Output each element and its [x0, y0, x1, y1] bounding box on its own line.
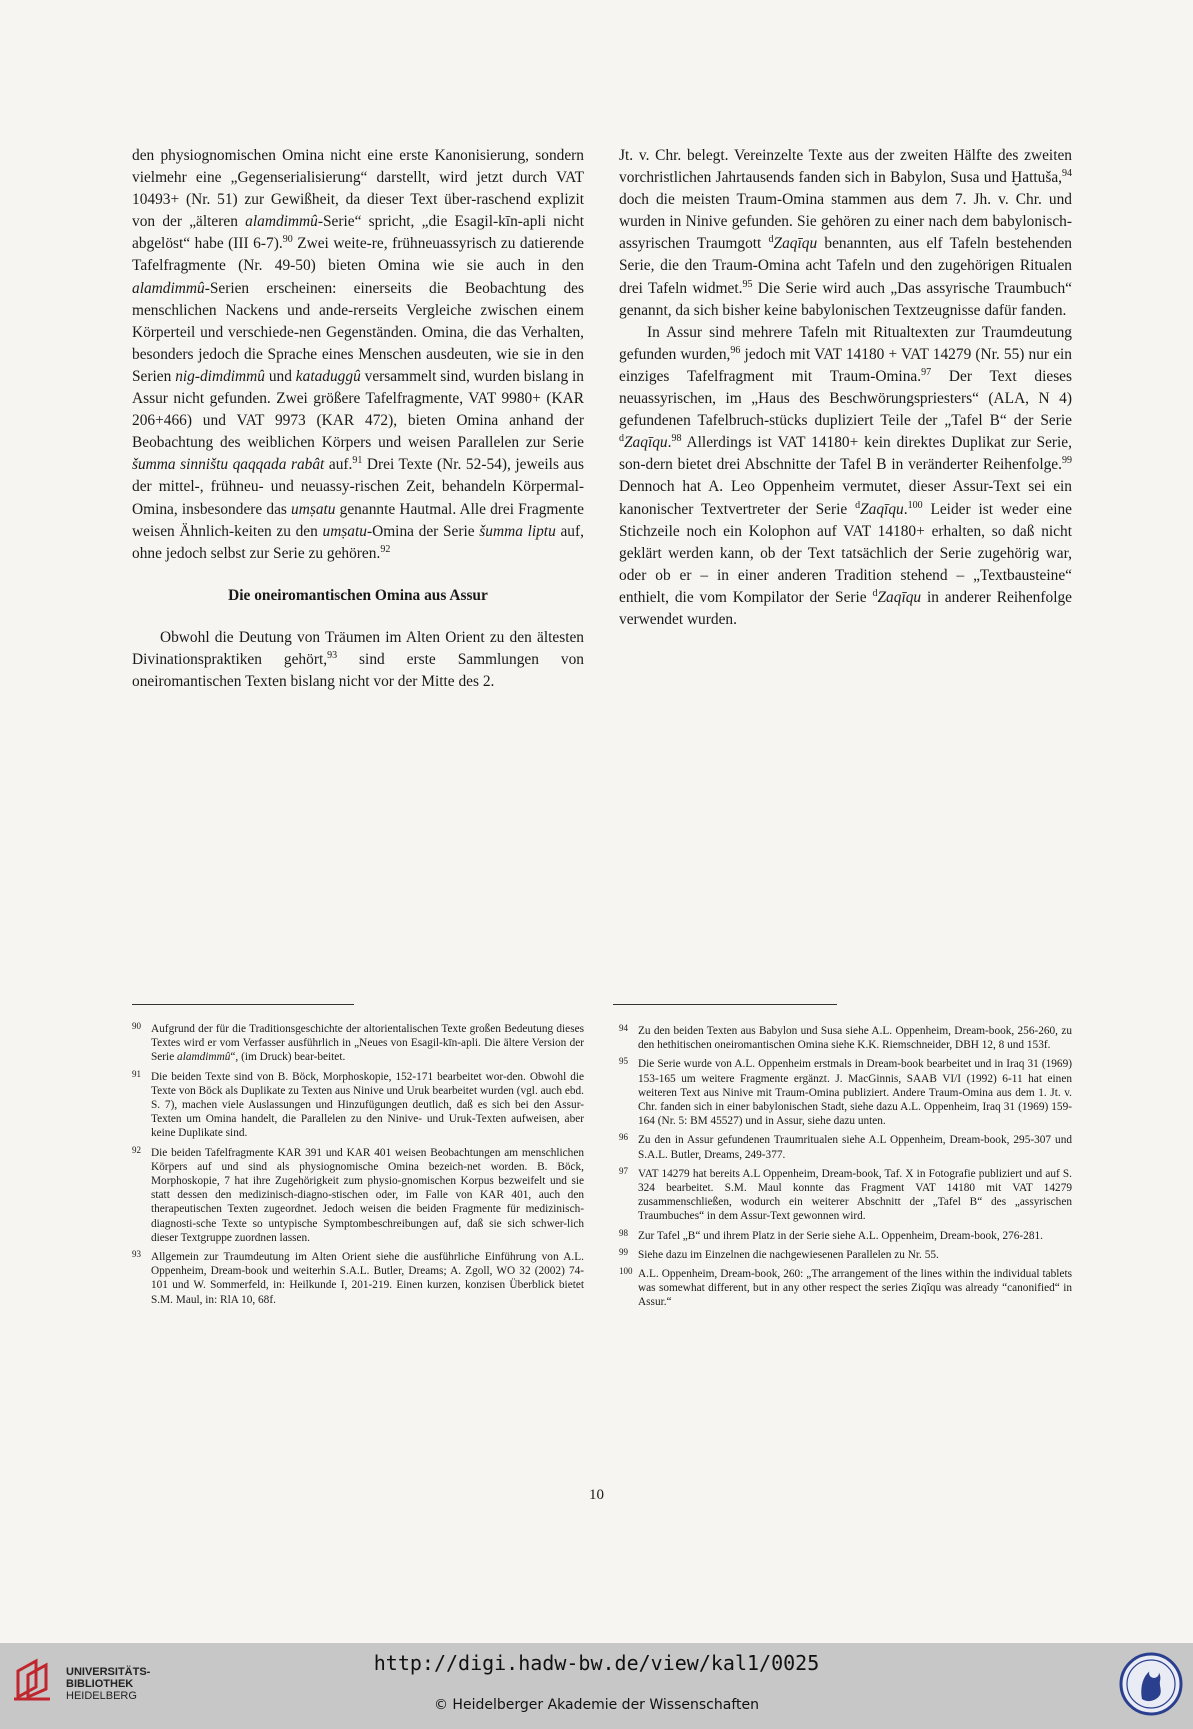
footnote-ref[interactable]: 97	[921, 366, 932, 378]
footnote-ref[interactable]: 98	[671, 433, 682, 445]
footer-bar	[0, 1643, 1193, 1729]
footnotes-left	[132, 1022, 584, 1312]
footnote-90: 90 Aufgrund der für die Traditionsgeschichte der altorientalischen Texte großen Bedeutung dieses Textes wird er vom Verfasser ausführlich in „Neues von Esagil-kīn-apli. Die ältere Version der Serie alamdimmû“, (im Druck) bear-beitet.	[132, 1021, 584, 1064]
document-url-link[interactable]: http://digi.hadw-bw.de/view/kal1/0025	[373, 1651, 820, 1675]
section-heading: Die oneiromantischen Omina aus Assur	[228, 586, 488, 604]
footnote-ref[interactable]: 92	[380, 543, 391, 555]
footnote-96: 96 Zu den in Assur gefundenen Traumritualen siehe A.L Oppenheim, Dream-book, 295-307 und S.A.L. Butler, Dreams, 249-377.	[619, 1132, 1072, 1161]
right-column	[619, 145, 1072, 631]
right-paragraph-2: In Assur sind mehrere Tafeln mit Ritualtexten zur Traumdeutung gefunden wurden,$^{96}$ jedoch mit VAT 14180 + VAT 14279 (Nr. 55) nur ein einziges Tafelfragment mit Traum-Omina.$^{97}$ Der Text dieses neuassyrischen, im „Haus des Beschwörungspriesters“ (ALA, N 4) gefundenen Tafelbruch-stücks dupliziert Teile der „Tafel B“ der Serie $^d$Zaqīqu.$^{98}$ Allerdings ist VAT 14180+ kein direktes Duplikat zur Serie, son-dern bietet drei Abschnitte der Tafel B in veränderter Reihenfolge.$^{99}$ Dennoch hat A. Leo Oppenheim vermutet, dieser Assur-Text sei ein kanonischer Textvertreter der Serie $^d$Zaqīqu.$^{100}$ Leider ist weder eine Stichzeile noch ein Kolophon auf VAT 14180+ erhalten, so daß nicht geklärt werden kann, ob der Text tatsächlich der Serie zugehörig war, oder ob er – in einer anderen Tradition stehend – „Textbausteine“ enthielt, die vom Kompilator der Serie $^d$Zaqīqu in anderer Reihenfolge verwendet wurden.	[619, 323, 1072, 628]
footnote-98: 98 Zur Tafel „B“ und ihrem Platz in der Serie siehe A.L. Oppenheim, Dream-book, 276-281.	[619, 1227, 1043, 1242]
divine-determinative: d	[619, 433, 624, 445]
footnote-99: 99 Siehe dazu im Einzelnen die nachgewiesenen Parallelen zu Nr. 55.	[619, 1246, 939, 1261]
copyright-text: © Heidelberger Akademie der Wissenschaften	[433, 1697, 759, 1713]
footnote-ref[interactable]: 91	[352, 455, 363, 467]
footnote-100: 100 A.L. Oppenheim, Dream-book, 260: „The arrangement of the lines within the individual tablets was somewhat different, but in any other respect the series Ziqîqu was already “canonified“ in Assur.“	[619, 1266, 1072, 1309]
divine-determinative: d	[768, 234, 774, 246]
page-number: 10	[589, 1487, 604, 1503]
left-column	[132, 145, 584, 693]
footnote-ref[interactable]: 90	[282, 234, 293, 246]
footnote-separator-right	[613, 1004, 837, 1005]
footnote-ref[interactable]: 99	[1062, 455, 1072, 467]
footnote-ref[interactable]: 100	[907, 499, 923, 511]
left-paragraph-1: den physiognomischen Omina nicht eine erste Kanonisierung, sondern vielmehr eine „Gegenserialisierung“ darstellt, wird jetzt durch VAT 10493+ (Nr. 51) zur Gewißheit, da dieser Text über-raschend explizit von der „älteren alamdimmû-Serie“ spricht, „die Esagil-kīn-apli nicht abgelöst“ habe (III 6-7).$^{90}$ Zwei weite-re, frühneuassyrisch zu datierende Tafelfragmente (Nr. 49-50) bieten Omina wie sie auch in den alamdimmû-Serien erscheinen: einerseits die Beobachtung des menschlichen Nackens und ande-rerseits Vergleiche zwischen einem Körperteil und verschiede-nen Gegenständen. Omina, die das Verhalten, besonders jedoch die Sprache eines Menschen ausdeuten, wie sie in den Serien nig-dimdimmû und kataduggû versammelt sind, wurden bislang in Assur nicht gefunden. Zwei größere Tafelfragmente, VAT 9980+ (KAR 206+466) und VAT 9973 (KAR 472), bieten Omina anhand der Beobachtung des weiblichen Körpers und weisen Parallelen zur Serie šumma sinništu qaqqada rabât auf.$^{91}$ Drei Texte (Nr. 52-54), jeweils aus der mittel-, frühneu- und neuassy-rischen Zeit, behandeln Körpermal-Omina, insbesondere das umṣatu genannte Hautmal. Alle drei Fragmente weisen Ähnlich-keiten zu den umṣatu-Omina der Serie šumma liptu auf, ohne jedoch selbst zur Serie zu gehören.$^{92}$	[132, 147, 585, 562]
academy-seal-icon[interactable]	[1118, 1651, 1184, 1721]
university-library-name: UNIVERSITÄTS- BIBLIOTHEK HEIDELBERG	[66, 1666, 151, 1702]
footnote-ref[interactable]: 95	[742, 278, 753, 290]
footnote-95: 95 Die Serie wurde von A.L. Oppenheim erstmals in Dream-book bearbeitet und in Iraq 31 (1969) 153-165 um weitere Fragmente ergänzt. J. MacGinnis, SAAB VI/I (1992) 6-11 hat einen weiteren Text aus Ninive mit Traum-Omina publiziert. Andere Traum-Omina aus dem 1. Jt. v. Chr. fanden sich in einer babylonischen Stadt, siehe dazu A.L. Oppenheim, Iraq 31 (1969) 159-164 (Nr. 5: BM 45527) und in Assur, siehe dazu unten.	[619, 1056, 1072, 1128]
footnote-92: 92 Die beiden Tafelfragmente KAR 391 und KAR 401 weisen Beobachtungen am menschlichen Körpers auf und sind als physiognomische Omina bezeich-net worden. B. Böck, Morphoskopie, 7 hat ihre Zugehörigkeit zum physio-gnomischen Korpus bezweifelt und sie statt dessen den medizinisch-diagno-stischen oder, im Falle von KAR 401, auch den therapeutischen Texten zugeordnet. Jedoch weisen die beiden Fragmente für medizinisch-diagnosti-sche Texte so untypische Symptombeschreibungen auf, daß sie sich schwer-lich dieser Textgruppe zuordnen lassen.	[132, 1144, 584, 1244]
footnote-ref[interactable]: 93	[327, 649, 338, 661]
footnote-94: 94 Zu den beiden Texten aus Babylon und Susa siehe A.L. Oppenheim, Dream-book, 256-260, zu den hethitischen oneiromantischen Omina siehe K.K. Riemschneider, DBH 12, 8 und 153f.	[619, 1023, 1072, 1052]
footnote-97: 97 VAT 14279 hat bereits A.L Oppenheim, Dream-book, Taf. X in Fotografie publiziert und auf S. 324 bearbeitet. S.M. Maul konnte das Fragment VAT 14180 mit VAT 14279 zusammenschließen, wodurch ein weiterer Abschnitt der „Tafel B“ des „assyrischen Traumbuches“ in dem Assur-Text gewonnen wird.	[619, 1165, 1072, 1223]
right-paragraph-1: Jt. v. Chr. belegt. Vereinzelte Texte aus der zweiten Hälfte des zweiten vorchristlichen Jahrtausends fanden sich in Babylon, Susa und Ḫattuša,$^{94}$ doch die meisten Traum-Omina stammen aus dem 7. Jh. v. Chr. und wurden in Ninive gefunden. Sie gehören zu einer nach dem babylonisch-assyrischen Traumgott $^d$Zaqīqu benannten, aus elf Tafeln bestehenden Serie, die den Traum-Omina acht Tafeln und den zugehörigen Ritualen drei Tafeln widmet.$^{95}$ Die Serie wird auch „Das assyrische Traumbuch“ genannt, da sich bisher keine babylonischen Textzeugnisse dafür fanden.	[619, 147, 1072, 319]
footnote-ref[interactable]: 94	[1062, 168, 1072, 180]
divine-determinative: d	[855, 499, 861, 511]
footnote-ref[interactable]: 96	[730, 344, 741, 356]
left-paragraph-2: Obwohl die Deutung von Träumen im Alten Orient zu den ältesten Divinationspraktiken gehört,$^{93}$ sind erste Sammlungen von oneiromantischen Texten bislang nicht vor der Mitte des 2.	[132, 628, 584, 690]
footnote-91: 91 Die beiden Texte sind von B. Böck, Morphoskopie, 152-171 bearbeitet wor-den. Obwohl die Texte von Böck als Duplikate zu Texten aus Ninive und Uruk bearbeitet wurden (vgl. auch ebd. S. 7), machen viele Auslassungen und Hinzufügungen deutlich, daß es sich bei den Assur-Texten um Omina handelt, die Parallelen zu den Ninive- und Uruk-Texten aufweisen, aber keine Duplikate sind.	[132, 1068, 584, 1140]
footnote-93: 93 Allgemein zur Traumdeutung im Alten Orient siehe die ausführliche Einführung von A.L. Oppenheim, Dream-book und weiterhin S.A.L. Butler, Dreams; A. Zgoll, WO 32 (2002) 74-101 und W. Sommerfeld, in: Heilkunde I, 201-219. Einen kurzen, konzisen Überblick bietet S.M. Maul, in: RlA 10, 68f.	[132, 1249, 584, 1306]
footnotes-right	[619, 1024, 1072, 1315]
footnote-separator-left	[132, 1004, 354, 1005]
divine-determinative: d	[872, 587, 878, 599]
